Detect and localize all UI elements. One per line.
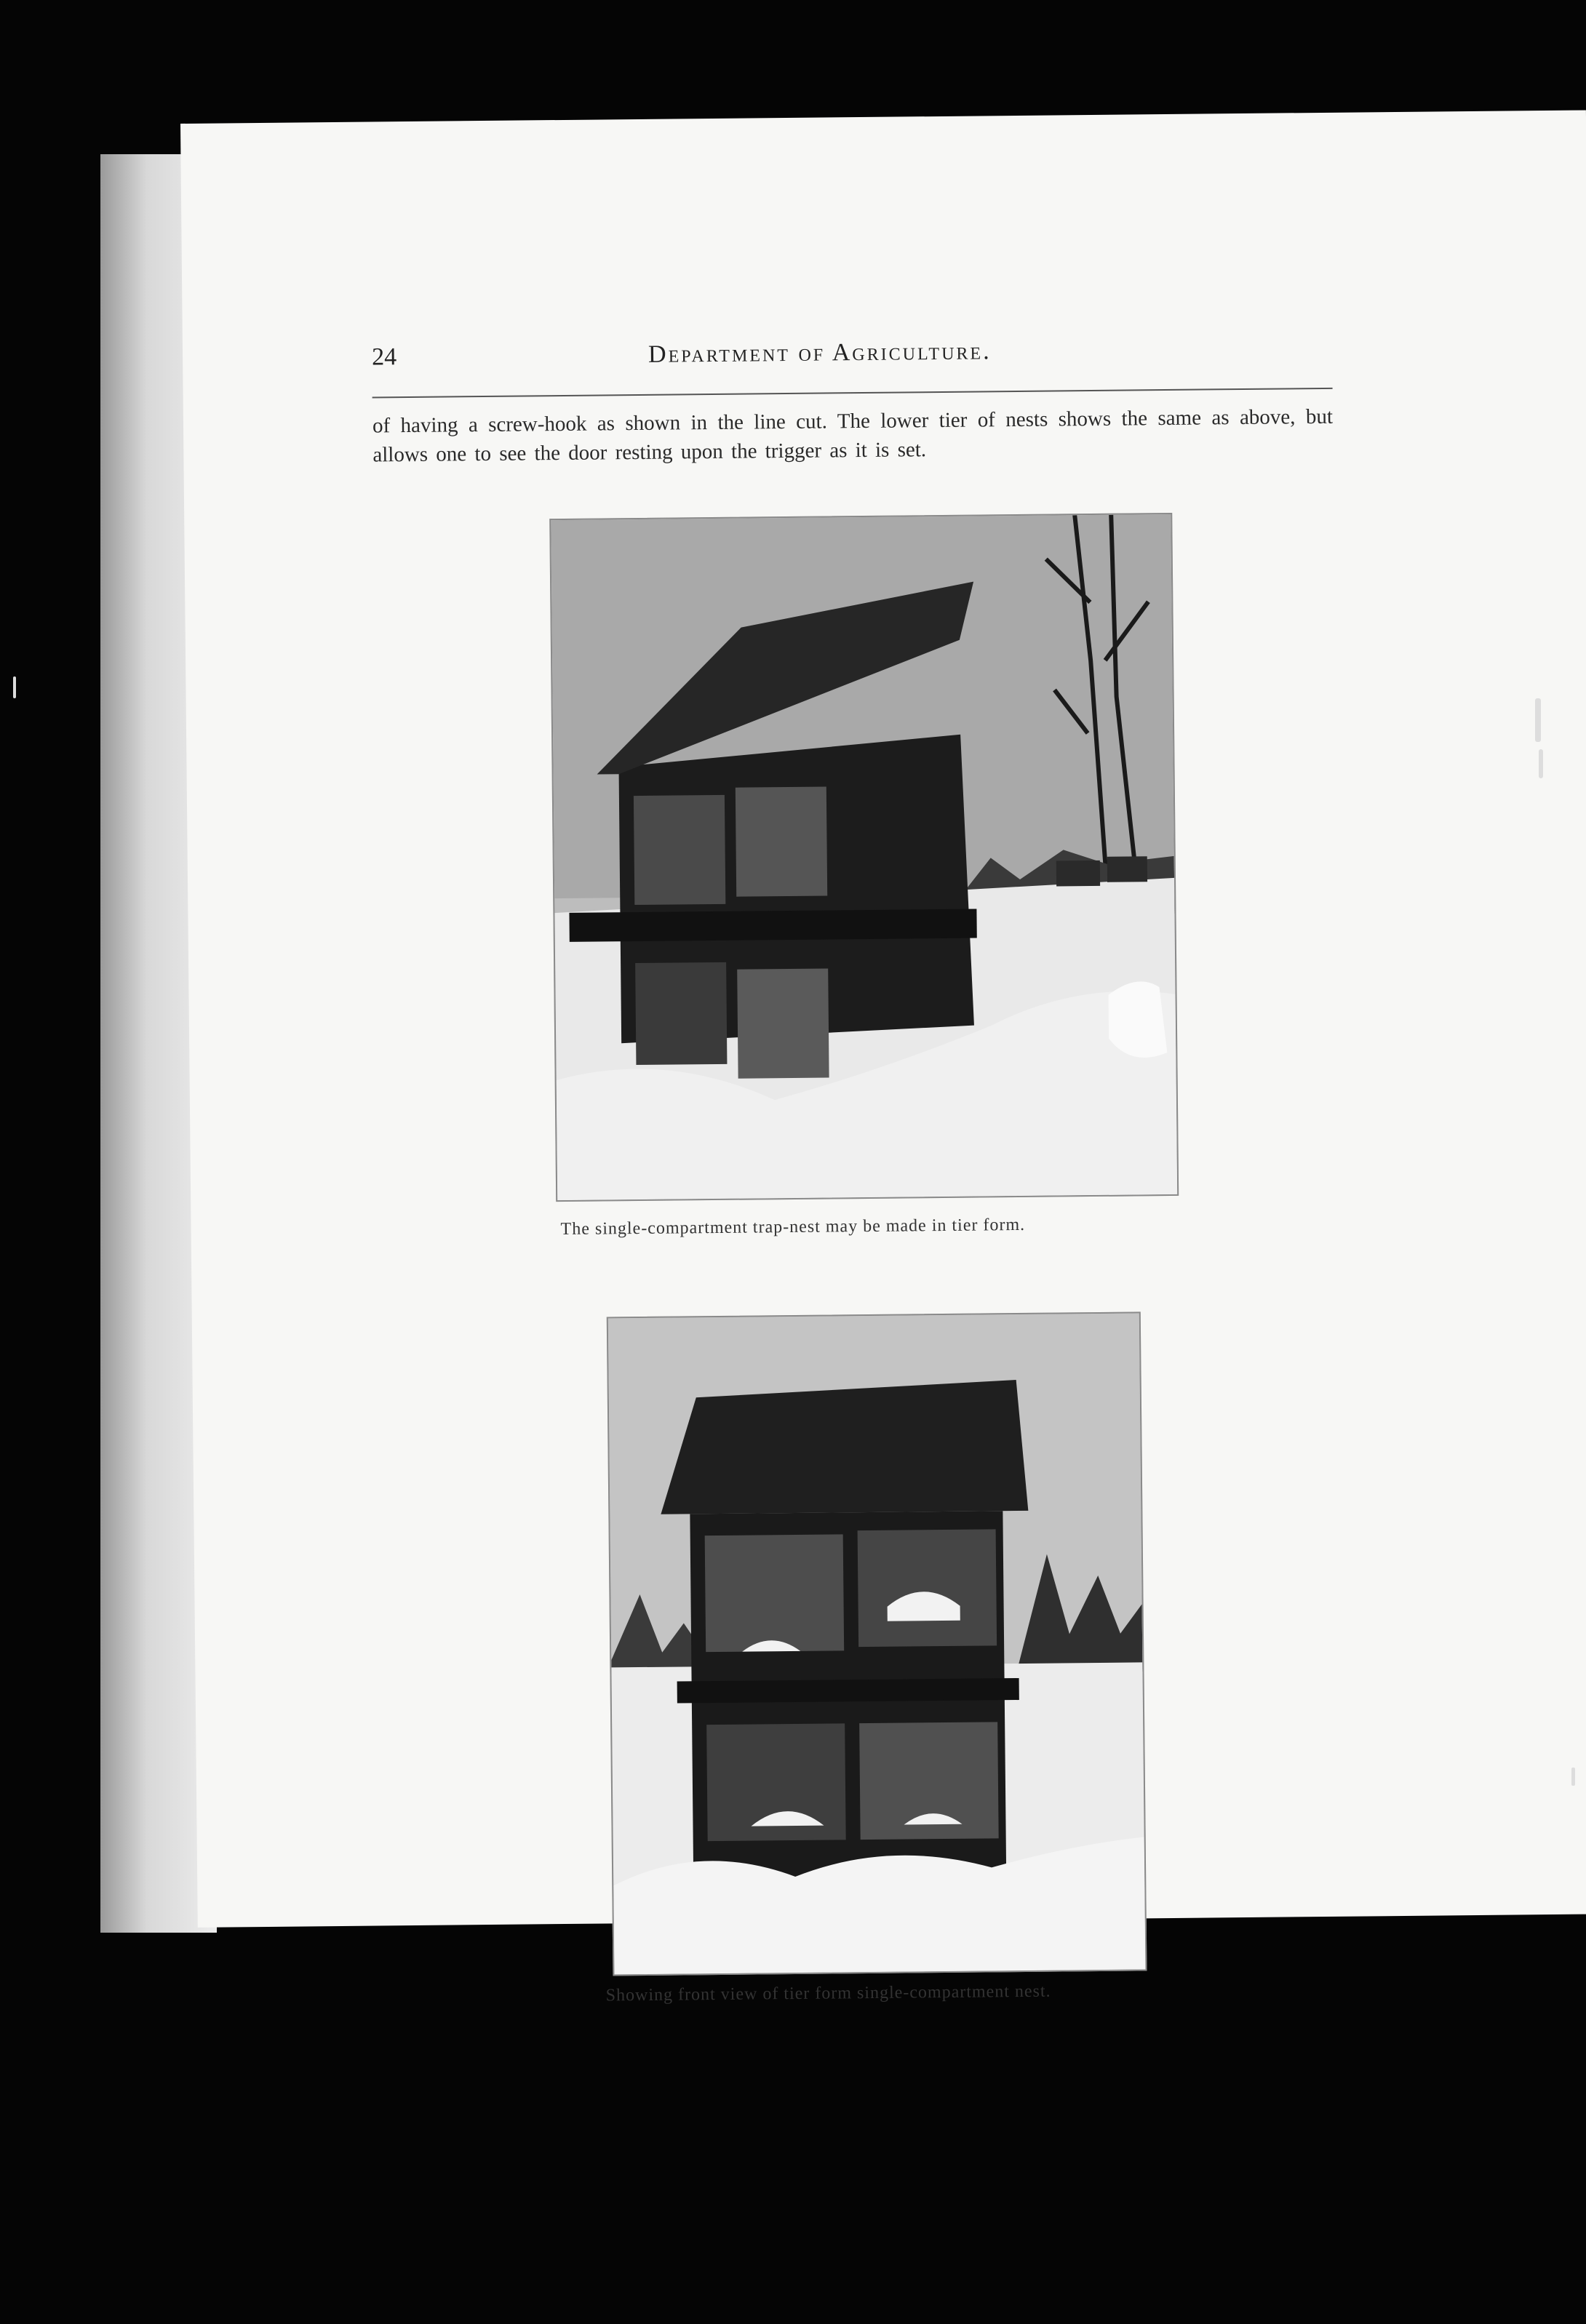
- photo-front-view-trap-nest: [607, 1311, 1147, 1976]
- scan-speck: [1571, 1768, 1575, 1786]
- book-page: [180, 110, 1586, 2005]
- page-header: [372, 335, 1333, 388]
- scan-speck: [1539, 749, 1543, 778]
- figure-caption-2: Showing front view of tier form single-compartment nest.: [605, 1981, 1051, 2005]
- scan-speck: [1535, 698, 1541, 742]
- header-rule: [372, 388, 1333, 399]
- figure-caption-1: The single-compartment trap-nest may be made in tier form.: [560, 1215, 1026, 1239]
- running-head: Department of Agriculture.: [647, 338, 992, 368]
- scan-speck: [13, 676, 16, 698]
- body-paragraph: of having a screw-hook as shown in the line cut. The lower tier of nests shows the same as above, but allows one to see the door resting upon the trigger as it is set.: [372, 404, 1334, 467]
- page-number: 24: [371, 343, 397, 371]
- photo-side-view-trap-nest: [549, 513, 1179, 1202]
